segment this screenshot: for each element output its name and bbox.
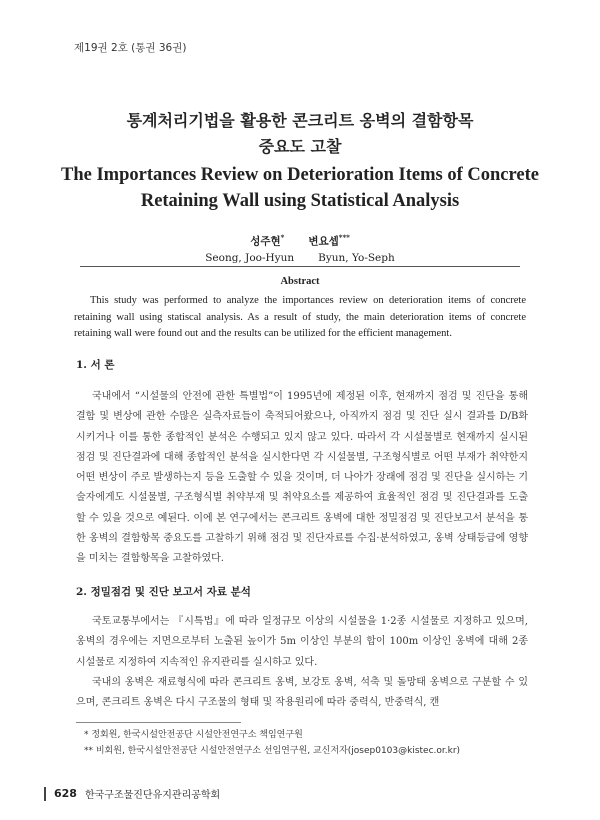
korean-title-line1: 통계처리기법을 활용한 콘크리트 옹벽의 결함항목	[126, 111, 474, 130]
author2-korean: 변요셉***	[308, 233, 350, 248]
footnote-1: * 정회원, 한국시설안전공단 시설안전연구소 책임연구원	[84, 730, 303, 740]
page-footer	[44, 786, 220, 801]
page-number: 628	[54, 787, 77, 800]
abstract-text: This study was performed to analyze the importances review on deterioration items of concrete retaining wall using statiscal analysis. As a result of study, the main deterioration items of concrete retaining wall were found out and the results can be utilized for the efficient management.	[74, 295, 526, 339]
author-block	[0, 230, 600, 266]
footnote-2: ** 비회원, 한국시설안전공단 시설안전연구소 선임연구원, 교신저자(josep0103@kistec.or.kr)	[84, 746, 461, 756]
society-name: 한국구조물진단유지관리공학회	[84, 790, 221, 801]
section2-paragraph1: 국토교통부에서는 『시특법』에 따라 일정규모 이상의 시설물을 1·2종 시설물로 지정하고 있으며, 옹벽의 경우에는 지면으로부터 노출된 높이가 5m 이상인 부분의 합이 100m 이상인 옹벽에 대해 2종 시설물로 지정하여 지속적인 유지관리를 실시하고 있다.	[76, 616, 528, 668]
abstract-divider	[80, 266, 520, 267]
english-title-line1: The Importances Review on Deterioration Items of Concrete	[61, 165, 539, 185]
footer-bar	[44, 787, 46, 801]
korean-title-line2: 중요도 고찰	[258, 137, 342, 156]
section2-heading: 2. 정밀점검 및 진단 보고서 자료 분석	[76, 586, 251, 598]
author1-english: Seong, Joo-Hyun	[205, 251, 295, 264]
author1-korean: 성주현*	[250, 233, 285, 248]
author2-english: Byun, Yo-Seph	[318, 251, 395, 264]
korean-title	[40, 108, 560, 160]
section2-paragraph2: 국내의 옹벽은 재료형식에 따라 콘크리트 옹벽, 보강토 옹벽, 석축 및 돌망태 옹벽으로 구분할 수 있으며, 콘크리트 옹벽은 다시 구조물의 형태 및 작용원리에 따라 중력식, 반중력식, 캔	[76, 677, 528, 709]
abstract-heading: Abstract	[280, 276, 320, 287]
section1-heading: 1. 서 론	[76, 359, 115, 371]
english-title-line2: Retaining Wall using Statistical Analysis	[140, 191, 460, 211]
section1-paragraph: 국내에서 “시설물의 안전에 관한 특별법”이 1995년에 제정된 이후, 현재까지 점검 및 진단을 통해 결함 및 변상에 관한 수많은 실측자료들이 축적되어왔으나, 아직까지 점검 및 진단 실시 결과를 D/B화 시키거나 이를 통한 종합적인 분석은 수행되고 있지 않고 있다. 따라서 각 시설물별로 현재까지 실시된 점검 및 진단결과에 대해 종합적인 분석을 실시한다면 각 시설물별, 구조형식별로 어떤 부재가 취약한지 어떤 변상이 주로 발생하는지 등을 도출할 수 있을 것이며, 더 나아가 장래에 점검 및 진단을 실시하는 기술자에게도 시설물별, 구조형식별 취약부재 및 취약요소를 제공하여 효율적인 점검 및 진단결과를 도출할 수 있을 것으로 예된다. 이에 본 연구에서는 콘크리트 옹벽에 대한 정밀점검 및 진단보고서 분석을 통한 옹벽의 결함항목 중요도를 고찰하기 위해 점검 및 진단자료를 수집·분석하였고, 옹벽 상태등급에 영향을 미치는 결함항목을 고찰하였다.	[76, 391, 528, 565]
issue-info: 제19권 2호 (통권 36권)	[74, 42, 187, 54]
footnote-divider	[76, 722, 241, 723]
english-title	[40, 162, 560, 214]
